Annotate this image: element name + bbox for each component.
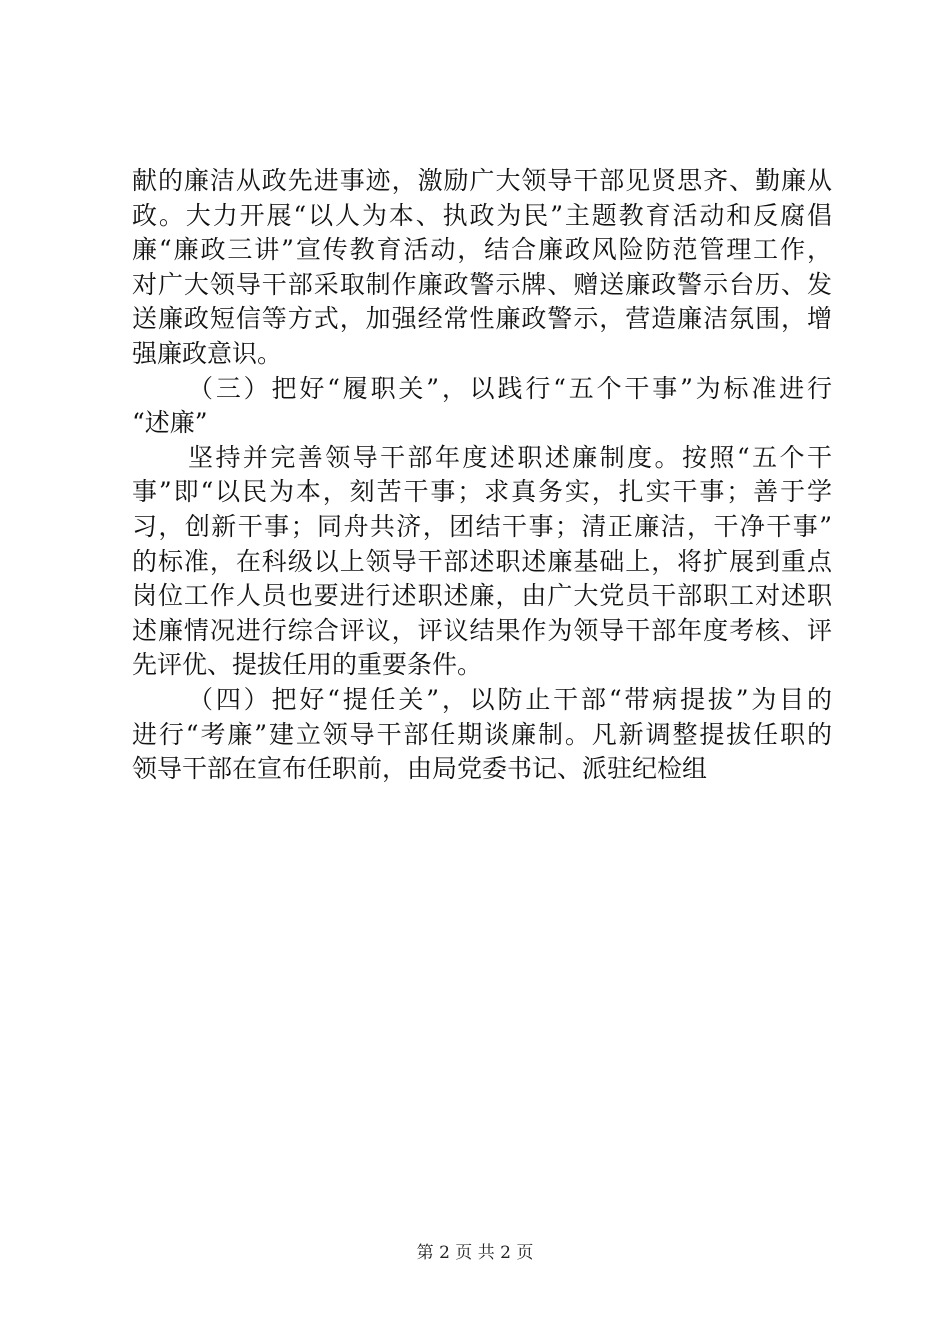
text-line: 事”即“以民为本，刻苦干事；求真务实，扎实干事；善于学 bbox=[132, 477, 832, 507]
text-line: 习，创新干事；同舟共济，团结干事；清正廉洁，干净干事” bbox=[132, 511, 832, 541]
section-heading-line: “述廉” bbox=[132, 408, 208, 438]
page-footer bbox=[0, 1242, 950, 1264]
text-line: 坚持并完善领导干部年度述职述廉制度。按照“五个干 bbox=[188, 442, 832, 472]
text-line: 的标准，在科级以上领导干部述职述廉基础上，将扩展到重点 bbox=[132, 546, 832, 576]
text-line: 述廉情况进行综合评议，评议结果作为领导干部年度考核、评 bbox=[132, 615, 832, 645]
text-line: 送廉政短信等方式，加强经常性廉政警示，营造廉洁氛围，增 bbox=[132, 304, 832, 334]
section-heading-line: （四）把好“提任关”，以防止干部“带病提拔”为目的 bbox=[188, 684, 832, 714]
text-line: 对广大领导干部采取制作廉政警示牌、赠送廉政警示台历、发 bbox=[132, 269, 832, 299]
page-number: 第 2 页 共 2 页 bbox=[416, 1243, 534, 1263]
text-line: 政。大力开展“以人为本、执政为民”主题教育活动和反腐倡 bbox=[132, 200, 832, 230]
text-line: 先评优、提拔任用的重要条件。 bbox=[132, 650, 483, 680]
text-line: 进行“考廉”建立领导干部任期谈廉制。凡新调整提拔任职的 bbox=[132, 719, 832, 749]
section-heading-line: （三）把好“履职关”，以践行“五个干事”为标准进行 bbox=[188, 373, 832, 403]
text-line: 强廉政意识。 bbox=[132, 338, 283, 368]
text-line: 领导干部在宣布任职前，由局党委书记、派驻纪检组 bbox=[132, 754, 708, 784]
document-body bbox=[132, 164, 832, 787]
text-line: 廉“廉政三讲”宣传教育活动，结合廉政风险防范管理工作， bbox=[132, 235, 832, 265]
text-line: 岗位工作人员也要进行述职述廉，由广大党员干部职工对述职 bbox=[132, 581, 832, 611]
text-line: 献的廉洁从政先进事迹，激励广大领导干部见贤思齐、勤廉从 bbox=[132, 166, 832, 195]
